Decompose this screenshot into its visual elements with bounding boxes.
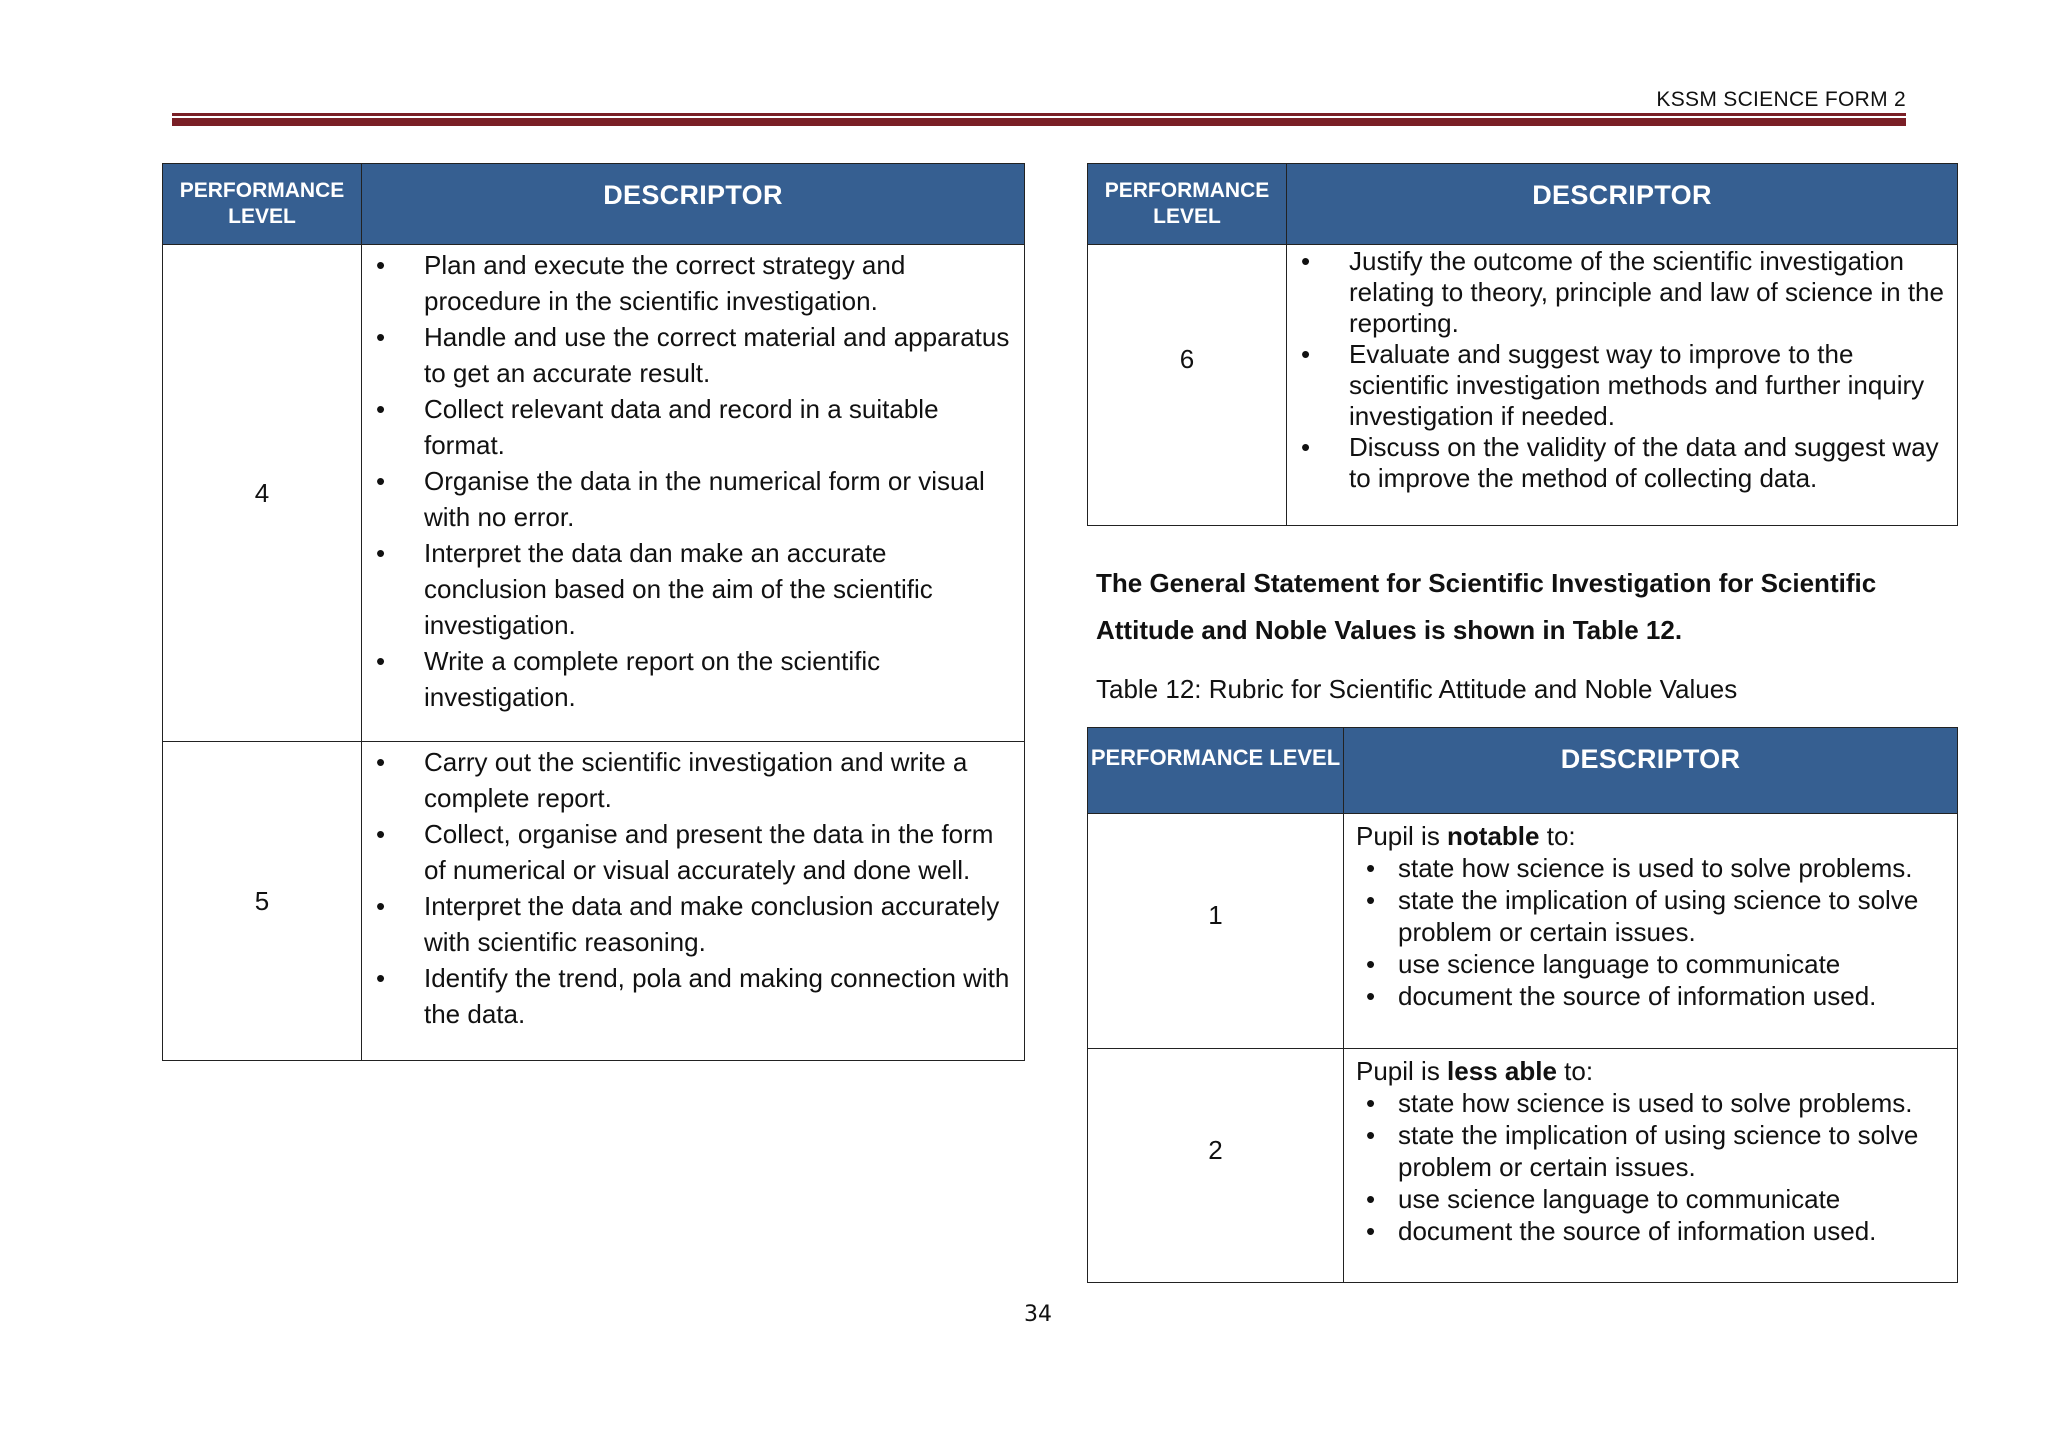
descriptor-item: • use science language to communicate (1344, 1183, 1949, 1215)
header-descriptor: DESCRIPTOR (1287, 164, 1958, 245)
descriptor-item: • Interpret the data dan make an accurate conclusion based on the aim of the scientific investigation. (374, 535, 1014, 643)
rubric-table-12 (1087, 727, 1958, 1283)
descriptor-cell (362, 742, 1025, 1061)
table-caption: Table 12: Rubric for Scientific Attitude and Noble Values (1096, 674, 1738, 704)
descriptor-item: • Organise the data in the numerical form or visual with no error. (374, 463, 1014, 535)
descriptor-cell (1344, 1049, 1958, 1283)
rubric-table-levels-4-5 (162, 163, 1025, 1061)
table-row (1088, 814, 1958, 1049)
descriptor-item: • document the source of information used. (1344, 1215, 1949, 1247)
header-rule-thin (172, 113, 1906, 116)
descriptor-item: • Evaluate and suggest way to improve to the scientific investigation methods and further inquiry investigation if needed. (1299, 339, 1947, 432)
descriptor-item: • Discuss on the validity of the data and suggest way to improve the method of collecting data. (1299, 432, 1947, 494)
descriptor-cell (362, 245, 1025, 742)
descriptor-item: • Plan and execute the correct strategy and procedure in the scientific investigation. (374, 247, 1014, 319)
descriptor-item: • state the implication of using science to solve problem or certain issues. (1344, 1119, 1949, 1183)
descriptor-lead: Pupil is notable to: (1356, 821, 1576, 851)
table-row (163, 742, 1025, 1061)
general-statement: The General Statement for Scientific Investigation for Scientific Attitude and Noble Values is shown in Table 12. (1096, 568, 1877, 645)
header-performance-level: PERFORMANCE LEVEL (163, 164, 362, 245)
descriptor-item: • use science language to communicate (1344, 948, 1949, 980)
descriptor-item: • Collect, organise and present the data in the form of numerical or visual accurately and done well. (374, 816, 1014, 888)
table-row (1088, 245, 1958, 526)
header-descriptor: DESCRIPTOR (362, 164, 1025, 245)
descriptor-item: • Identify the trend, pola and making connection with the data. (374, 960, 1014, 1032)
performance-level-number: 5 (163, 742, 362, 1061)
header-rule-thick (172, 118, 1906, 126)
rubric-table-level-6 (1087, 163, 1958, 526)
table-row (163, 245, 1025, 742)
descriptor-item: • state how science is used to solve problems. (1344, 852, 1949, 884)
descriptor-item: • state how science is used to solve problems. (1344, 1087, 1949, 1119)
descriptor-cell (1344, 814, 1958, 1049)
descriptor-item: • Interpret the data and make conclusion accurately with scientific reasoning. (374, 888, 1014, 960)
header-performance-level: PERFORMANCE LEVEL (1088, 728, 1344, 814)
header-descriptor: DESCRIPTOR (1344, 728, 1958, 814)
descriptor-item: • document the source of information used. (1344, 980, 1949, 1012)
performance-level-number: 1 (1088, 814, 1344, 1049)
descriptor-item: • Write a complete report on the scientific investigation. (374, 643, 1014, 715)
page-number: 34 (1024, 1302, 1052, 1327)
header-performance-level: PERFORMANCE LEVEL (1088, 164, 1287, 245)
descriptor-lead: Pupil is less able to: (1356, 1056, 1594, 1086)
descriptor-cell (1287, 245, 1958, 526)
performance-level-number: 2 (1088, 1049, 1344, 1283)
descriptor-item: • state the implication of using science to solve problem or certain issues. (1344, 884, 1949, 948)
performance-level-number: 4 (163, 245, 362, 742)
descriptor-item: • Collect relevant data and record in a suitable format. (374, 391, 1014, 463)
ability-keyword: less able (1447, 1056, 1557, 1086)
performance-level-number: 6 (1088, 245, 1287, 526)
table-row (1088, 1049, 1958, 1283)
running-header: KSSM SCIENCE FORM 2 (1656, 88, 1906, 111)
ability-keyword: notable (1447, 821, 1540, 851)
descriptor-item: • Handle and use the correct material and apparatus to get an accurate result. (374, 319, 1014, 391)
descriptor-item: • Carry out the scientific investigation and write a complete report. (374, 744, 1014, 816)
descriptor-item: • Justify the outcome of the scientific investigation relating to theory, principle and law of science in the reporting. (1299, 246, 1947, 339)
